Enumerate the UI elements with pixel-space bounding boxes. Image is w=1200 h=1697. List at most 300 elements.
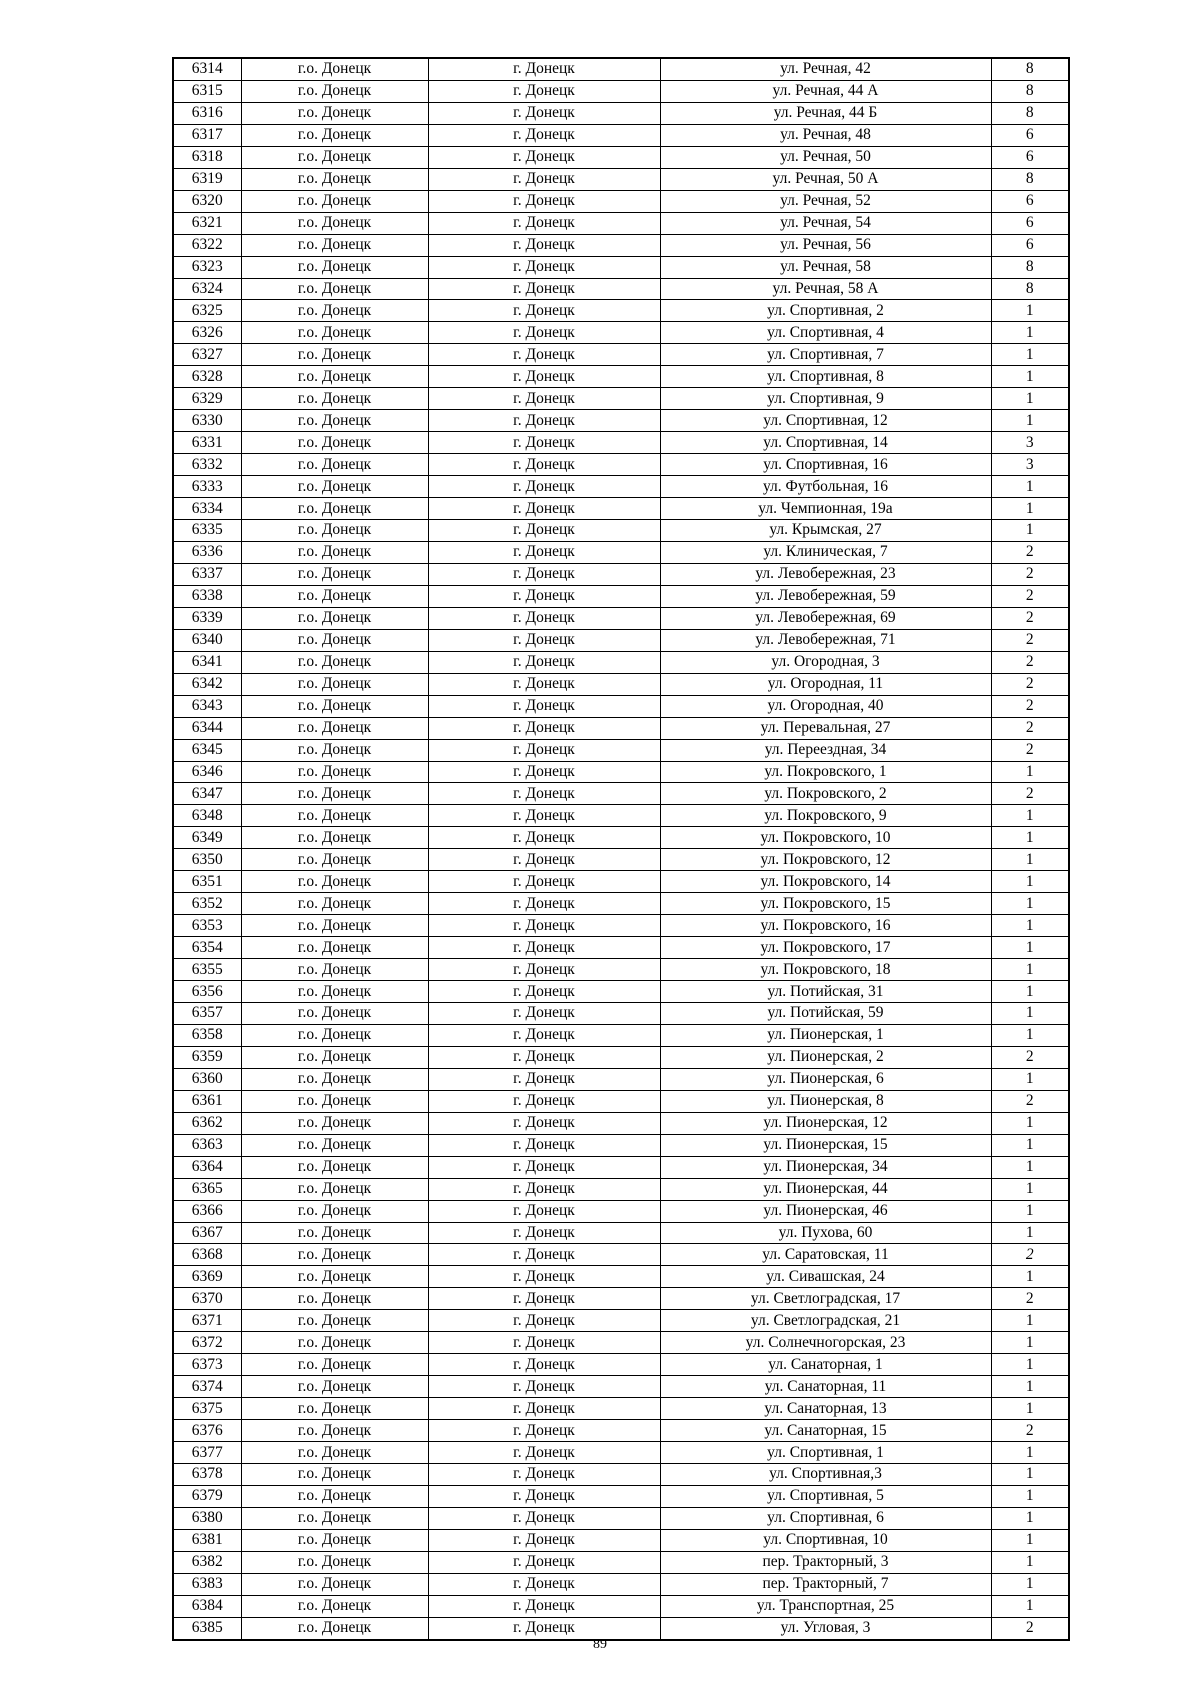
table-row [173, 498, 1069, 520]
locality-cell: г. Донецк [428, 432, 660, 454]
row-number: 6341 [173, 651, 241, 673]
row-number: 6316 [173, 102, 241, 124]
table-row [173, 1464, 1069, 1486]
quantity-cell: 8 [991, 102, 1069, 124]
quantity-cell: 1 [991, 1573, 1069, 1595]
locality-cell: г. Донецк [428, 1507, 660, 1529]
quantity-cell: 1 [991, 1442, 1069, 1464]
table-row [173, 629, 1069, 651]
quantity-cell: 1 [991, 1595, 1069, 1617]
address-cell: ул. Чемпионная, 19а [660, 498, 991, 520]
row-number: 6329 [173, 388, 241, 410]
row-number: 6325 [173, 300, 241, 322]
locality-cell: г. Донецк [428, 168, 660, 190]
row-number: 6355 [173, 959, 241, 981]
locality-cell: г. Донецк [428, 739, 660, 761]
district-cell: г.о. Донецк [241, 1178, 428, 1200]
locality-cell: г. Донецк [428, 344, 660, 366]
district-cell: г.о. Донецк [241, 212, 428, 234]
row-number: 6315 [173, 80, 241, 102]
locality-cell: г. Донецк [428, 651, 660, 673]
table-row [173, 454, 1069, 476]
quantity-cell: 1 [991, 871, 1069, 893]
address-cell: ул. Покровского, 15 [660, 893, 991, 915]
table-row [173, 1310, 1069, 1332]
row-number: 6314 [173, 58, 241, 80]
quantity-cell: 1 [991, 1551, 1069, 1573]
registry-body [173, 58, 1069, 1640]
row-number: 6366 [173, 1200, 241, 1222]
locality-cell: г. Донецк [428, 1244, 660, 1266]
district-cell: г.о. Донецк [241, 1573, 428, 1595]
row-number: 6356 [173, 981, 241, 1003]
table-row [173, 1398, 1069, 1420]
district-cell: г.о. Донецк [241, 1222, 428, 1244]
address-cell: ул. Речная, 50 [660, 146, 991, 168]
address-cell: ул. Покровского, 17 [660, 937, 991, 959]
locality-cell: г. Донецк [428, 124, 660, 146]
locality-cell: г. Донецк [428, 1266, 660, 1288]
locality-cell: г. Донецк [428, 1222, 660, 1244]
district-cell: г.о. Донецк [241, 498, 428, 520]
quantity-cell: 1 [991, 981, 1069, 1003]
locality-cell: г. Донецк [428, 1332, 660, 1354]
table-row [173, 80, 1069, 102]
locality-cell: г. Донецк [428, 849, 660, 871]
row-number: 6333 [173, 476, 241, 498]
address-cell: ул. Клиническая, 7 [660, 541, 991, 563]
row-number: 6337 [173, 563, 241, 585]
quantity-cell: 1 [991, 1464, 1069, 1486]
address-cell: пер. Тракторный, 7 [660, 1573, 991, 1595]
row-number: 6357 [173, 1002, 241, 1024]
district-cell: г.о. Донецк [241, 124, 428, 146]
address-cell: ул. Левобережная, 71 [660, 629, 991, 651]
district-cell: г.о. Донецк [241, 102, 428, 124]
quantity-cell: 2 [991, 629, 1069, 651]
district-cell: г.о. Донецк [241, 146, 428, 168]
quantity-cell: 2 [991, 1288, 1069, 1310]
address-cell: пер. Тракторный, 3 [660, 1551, 991, 1573]
row-number: 6369 [173, 1266, 241, 1288]
locality-cell: г. Донецк [428, 607, 660, 629]
quantity-cell: 1 [991, 1376, 1069, 1398]
district-cell: г.о. Донецк [241, 893, 428, 915]
quantity-cell: 8 [991, 58, 1069, 80]
quantity-cell: 6 [991, 212, 1069, 234]
district-cell: г.о. Донецк [241, 432, 428, 454]
row-number: 6353 [173, 915, 241, 937]
quantity-cell: 6 [991, 234, 1069, 256]
table-row [173, 563, 1069, 585]
district-cell: г.о. Донецк [241, 541, 428, 563]
district-cell: г.о. Донецк [241, 1442, 428, 1464]
quantity-cell: 8 [991, 80, 1069, 102]
district-cell: г.о. Донецк [241, 1156, 428, 1178]
row-number: 6332 [173, 454, 241, 476]
district-cell: г.о. Донецк [241, 871, 428, 893]
locality-cell: г. Донецк [428, 1376, 660, 1398]
quantity-cell: 1 [991, 937, 1069, 959]
address-cell: ул. Футбольная, 16 [660, 476, 991, 498]
quantity-cell: 6 [991, 190, 1069, 212]
row-number: 6321 [173, 212, 241, 234]
quantity-cell: 1 [991, 805, 1069, 827]
table-row [173, 893, 1069, 915]
locality-cell: г. Донецк [428, 1090, 660, 1112]
district-cell: г.о. Донецк [241, 1595, 428, 1617]
locality-cell: г. Донецк [428, 1464, 660, 1486]
locality-cell: г. Донецк [428, 893, 660, 915]
district-cell: г.о. Донецк [241, 1617, 428, 1639]
address-cell: ул. Покровского, 1 [660, 761, 991, 783]
address-cell: ул. Пионерская, 2 [660, 1046, 991, 1068]
row-number: 6382 [173, 1551, 241, 1573]
address-cell: ул. Пионерская, 34 [660, 1156, 991, 1178]
row-number: 6346 [173, 761, 241, 783]
locality-cell: г. Донецк [428, 278, 660, 300]
table-row [173, 1442, 1069, 1464]
row-number: 6340 [173, 629, 241, 651]
district-cell: г.о. Донецк [241, 168, 428, 190]
district-cell: г.о. Донецк [241, 1376, 428, 1398]
row-number: 6334 [173, 498, 241, 520]
quantity-cell: 8 [991, 168, 1069, 190]
address-cell: ул. Речная, 44 Б [660, 102, 991, 124]
quantity-cell: 1 [991, 1222, 1069, 1244]
table-row [173, 783, 1069, 805]
row-number: 6372 [173, 1332, 241, 1354]
address-cell: ул. Спортивная, 16 [660, 454, 991, 476]
address-registry-table [172, 57, 1070, 1641]
locality-cell: г. Донецк [428, 1617, 660, 1639]
address-cell: ул. Спортивная, 8 [660, 366, 991, 388]
quantity-cell: 8 [991, 278, 1069, 300]
district-cell: г.о. Донецк [241, 1002, 428, 1024]
locality-cell: г. Донецк [428, 1595, 660, 1617]
locality-cell: г. Донецк [428, 959, 660, 981]
quantity-cell: 8 [991, 256, 1069, 278]
quantity-cell: 1 [991, 1398, 1069, 1420]
address-cell: ул. Речная, 58 А [660, 278, 991, 300]
row-number: 6358 [173, 1024, 241, 1046]
quantity-cell: 1 [991, 1002, 1069, 1024]
row-number: 6326 [173, 322, 241, 344]
row-number: 6378 [173, 1464, 241, 1486]
address-cell: ул. Спортивная, 4 [660, 322, 991, 344]
district-cell: г.о. Донецк [241, 629, 428, 651]
table-row [173, 651, 1069, 673]
row-number: 6324 [173, 278, 241, 300]
address-cell: ул. Огородная, 11 [660, 673, 991, 695]
district-cell: г.о. Донецк [241, 476, 428, 498]
row-number: 6354 [173, 937, 241, 959]
quantity-cell: 1 [991, 1068, 1069, 1090]
table-row [173, 102, 1069, 124]
quantity-cell: 1 [991, 498, 1069, 520]
address-cell: ул. Спортивная, 9 [660, 388, 991, 410]
address-cell: ул. Пионерская, 15 [660, 1134, 991, 1156]
table-row [173, 1420, 1069, 1442]
address-cell: ул. Санаторная, 13 [660, 1398, 991, 1420]
table-row [173, 1046, 1069, 1068]
table-row [173, 168, 1069, 190]
row-number: 6331 [173, 432, 241, 454]
district-cell: г.о. Донецк [241, 234, 428, 256]
address-cell: ул. Речная, 58 [660, 256, 991, 278]
address-cell: ул. Речная, 56 [660, 234, 991, 256]
quantity-cell: 1 [991, 1024, 1069, 1046]
district-cell: г.о. Донецк [241, 1288, 428, 1310]
district-cell: г.о. Донецк [241, 1420, 428, 1442]
table-row [173, 366, 1069, 388]
quantity-cell: 3 [991, 432, 1069, 454]
row-number: 6384 [173, 1595, 241, 1617]
row-number: 6319 [173, 168, 241, 190]
row-number: 6347 [173, 783, 241, 805]
locality-cell: г. Донецк [428, 1068, 660, 1090]
row-number: 6318 [173, 146, 241, 168]
quantity-cell: 2 [991, 651, 1069, 673]
table-row [173, 300, 1069, 322]
table-row [173, 146, 1069, 168]
table-row [173, 717, 1069, 739]
quantity-cell: 6 [991, 146, 1069, 168]
address-cell: ул. Пионерская, 6 [660, 1068, 991, 1090]
address-cell: ул. Санаторная, 15 [660, 1420, 991, 1442]
address-cell: ул. Речная, 54 [660, 212, 991, 234]
district-cell: г.о. Донецк [241, 80, 428, 102]
row-number: 6383 [173, 1573, 241, 1595]
quantity-cell: 2 [991, 783, 1069, 805]
address-cell: ул. Транспортная, 25 [660, 1595, 991, 1617]
row-number: 6338 [173, 585, 241, 607]
address-cell: ул. Покровского, 2 [660, 783, 991, 805]
address-cell: ул. Огородная, 40 [660, 695, 991, 717]
district-cell: г.о. Донецк [241, 388, 428, 410]
row-number: 6375 [173, 1398, 241, 1420]
row-number: 6360 [173, 1068, 241, 1090]
district-cell: г.о. Донецк [241, 1244, 428, 1266]
row-number: 6323 [173, 256, 241, 278]
address-cell: ул. Спортивная, 1 [660, 1442, 991, 1464]
quantity-cell: 3 [991, 454, 1069, 476]
locality-cell: г. Донецк [428, 541, 660, 563]
table-row [173, 388, 1069, 410]
table-row [173, 256, 1069, 278]
address-cell: ул. Спортивная,3 [660, 1464, 991, 1486]
locality-cell: г. Донецк [428, 58, 660, 80]
locality-cell: г. Донецк [428, 366, 660, 388]
district-cell: г.о. Донецк [241, 1507, 428, 1529]
row-number: 6342 [173, 673, 241, 695]
row-number: 6344 [173, 717, 241, 739]
row-number: 6335 [173, 520, 241, 542]
table-row [173, 1156, 1069, 1178]
quantity-cell: 1 [991, 322, 1069, 344]
row-number: 6352 [173, 893, 241, 915]
quantity-cell: 2 [991, 541, 1069, 563]
row-number: 6322 [173, 234, 241, 256]
quantity-cell: 1 [991, 827, 1069, 849]
district-cell: г.о. Донецк [241, 366, 428, 388]
address-cell: ул. Спортивная, 14 [660, 432, 991, 454]
quantity-cell: 1 [991, 300, 1069, 322]
address-cell: ул. Солнечногорская, 23 [660, 1332, 991, 1354]
address-cell: ул. Пионерская, 12 [660, 1112, 991, 1134]
address-cell: ул. Угловая, 3 [660, 1617, 991, 1639]
locality-cell: г. Донецк [428, 629, 660, 651]
locality-cell: г. Донецк [428, 212, 660, 234]
row-number: 6373 [173, 1354, 241, 1376]
table-row [173, 1134, 1069, 1156]
locality-cell: г. Донецк [428, 1310, 660, 1332]
district-cell: г.о. Донецк [241, 717, 428, 739]
table-row [173, 190, 1069, 212]
locality-cell: г. Донецк [428, 520, 660, 542]
address-cell: ул. Потийская, 31 [660, 981, 991, 1003]
locality-cell: г. Донецк [428, 1200, 660, 1222]
address-cell: ул. Сивашская, 24 [660, 1266, 991, 1288]
district-cell: г.о. Донецк [241, 1551, 428, 1573]
address-cell: ул. Покровского, 14 [660, 871, 991, 893]
row-number: 6379 [173, 1485, 241, 1507]
locality-cell: г. Донецк [428, 102, 660, 124]
row-number: 6370 [173, 1288, 241, 1310]
address-cell: ул. Переездная, 34 [660, 739, 991, 761]
quantity-cell: 1 [991, 761, 1069, 783]
address-cell: ул. Санаторная, 1 [660, 1354, 991, 1376]
locality-cell: г. Донецк [428, 498, 660, 520]
quantity-cell: 1 [991, 1529, 1069, 1551]
district-cell: г.о. Донецк [241, 1464, 428, 1486]
district-cell: г.о. Донецк [241, 1068, 428, 1090]
district-cell: г.о. Донецк [241, 937, 428, 959]
address-cell: ул. Пионерская, 8 [660, 1090, 991, 1112]
district-cell: г.о. Донецк [241, 1200, 428, 1222]
locality-cell: г. Донецк [428, 1024, 660, 1046]
quantity-cell: 1 [991, 1332, 1069, 1354]
locality-cell: г. Донецк [428, 585, 660, 607]
district-cell: г.о. Донецк [241, 673, 428, 695]
district-cell: г.о. Донецк [241, 827, 428, 849]
table-row [173, 1266, 1069, 1288]
address-cell: ул. Светлоградская, 17 [660, 1288, 991, 1310]
locality-cell: г. Донецк [428, 915, 660, 937]
address-cell: ул. Речная, 42 [660, 58, 991, 80]
table-row [173, 1529, 1069, 1551]
district-cell: г.о. Донецк [241, 344, 428, 366]
table-row [173, 58, 1069, 80]
row-number: 6368 [173, 1244, 241, 1266]
table-row [173, 827, 1069, 849]
table-row [173, 520, 1069, 542]
district-cell: г.о. Донецк [241, 1485, 428, 1507]
table-row [173, 761, 1069, 783]
table-row [173, 1354, 1069, 1376]
quantity-cell: 2 [991, 607, 1069, 629]
locality-cell: г. Донецк [428, 937, 660, 959]
row-number: 6350 [173, 849, 241, 871]
locality-cell: г. Донецк [428, 1156, 660, 1178]
address-cell: ул. Речная, 52 [660, 190, 991, 212]
table-row [173, 695, 1069, 717]
row-number: 6339 [173, 607, 241, 629]
district-cell: г.о. Донецк [241, 322, 428, 344]
row-number: 6371 [173, 1310, 241, 1332]
quantity-cell: 1 [991, 1354, 1069, 1376]
locality-cell: г. Донецк [428, 1398, 660, 1420]
district-cell: г.о. Донецк [241, 278, 428, 300]
quantity-cell: 2 [991, 585, 1069, 607]
quantity-cell: 1 [991, 1178, 1069, 1200]
row-number: 6349 [173, 827, 241, 849]
address-cell: ул. Речная, 50 А [660, 168, 991, 190]
district-cell: г.о. Донецк [241, 1046, 428, 1068]
district-cell: г.о. Донецк [241, 915, 428, 937]
district-cell: г.о. Донецк [241, 190, 428, 212]
locality-cell: г. Донецк [428, 563, 660, 585]
table-row [173, 1090, 1069, 1112]
row-number: 6365 [173, 1178, 241, 1200]
row-number: 6320 [173, 190, 241, 212]
locality-cell: г. Донецк [428, 783, 660, 805]
district-cell: г.о. Донецк [241, 805, 428, 827]
locality-cell: г. Донецк [428, 1442, 660, 1464]
row-number: 6343 [173, 695, 241, 717]
table-row [173, 959, 1069, 981]
locality-cell: г. Донецк [428, 717, 660, 739]
address-cell: ул. Огородная, 3 [660, 651, 991, 673]
quantity-cell: 2 [991, 1090, 1069, 1112]
quantity-cell: 2 [991, 1617, 1069, 1639]
quantity-cell: 2 [991, 739, 1069, 761]
locality-cell: г. Донецк [428, 410, 660, 432]
quantity-cell: 1 [991, 1310, 1069, 1332]
table-row [173, 1376, 1069, 1398]
table-row [173, 1551, 1069, 1573]
quantity-cell: 2 [991, 717, 1069, 739]
table-row [173, 849, 1069, 871]
table-row [173, 1288, 1069, 1310]
locality-cell: г. Донецк [428, 454, 660, 476]
row-number: 6359 [173, 1046, 241, 1068]
table-row [173, 344, 1069, 366]
table-row [173, 124, 1069, 146]
table-row [173, 739, 1069, 761]
district-cell: г.о. Донецк [241, 695, 428, 717]
table-row [173, 1244, 1069, 1266]
locality-cell: г. Донецк [428, 1046, 660, 1068]
table-row [173, 1507, 1069, 1529]
district-cell: г.о. Донецк [241, 1112, 428, 1134]
district-cell: г.о. Донецк [241, 783, 428, 805]
district-cell: г.о. Донецк [241, 454, 428, 476]
row-number: 6361 [173, 1090, 241, 1112]
locality-cell: г. Донецк [428, 1288, 660, 1310]
table-row [173, 607, 1069, 629]
address-cell: ул. Покровского, 16 [660, 915, 991, 937]
locality-cell: г. Донецк [428, 300, 660, 322]
locality-cell: г. Донецк [428, 80, 660, 102]
address-cell: ул. Левобережная, 69 [660, 607, 991, 629]
locality-cell: г. Донецк [428, 761, 660, 783]
row-number: 6330 [173, 410, 241, 432]
table-row [173, 1002, 1069, 1024]
quantity-cell: 2 [991, 695, 1069, 717]
locality-cell: г. Донецк [428, 1112, 660, 1134]
quantity-cell: 1 [991, 1200, 1069, 1222]
